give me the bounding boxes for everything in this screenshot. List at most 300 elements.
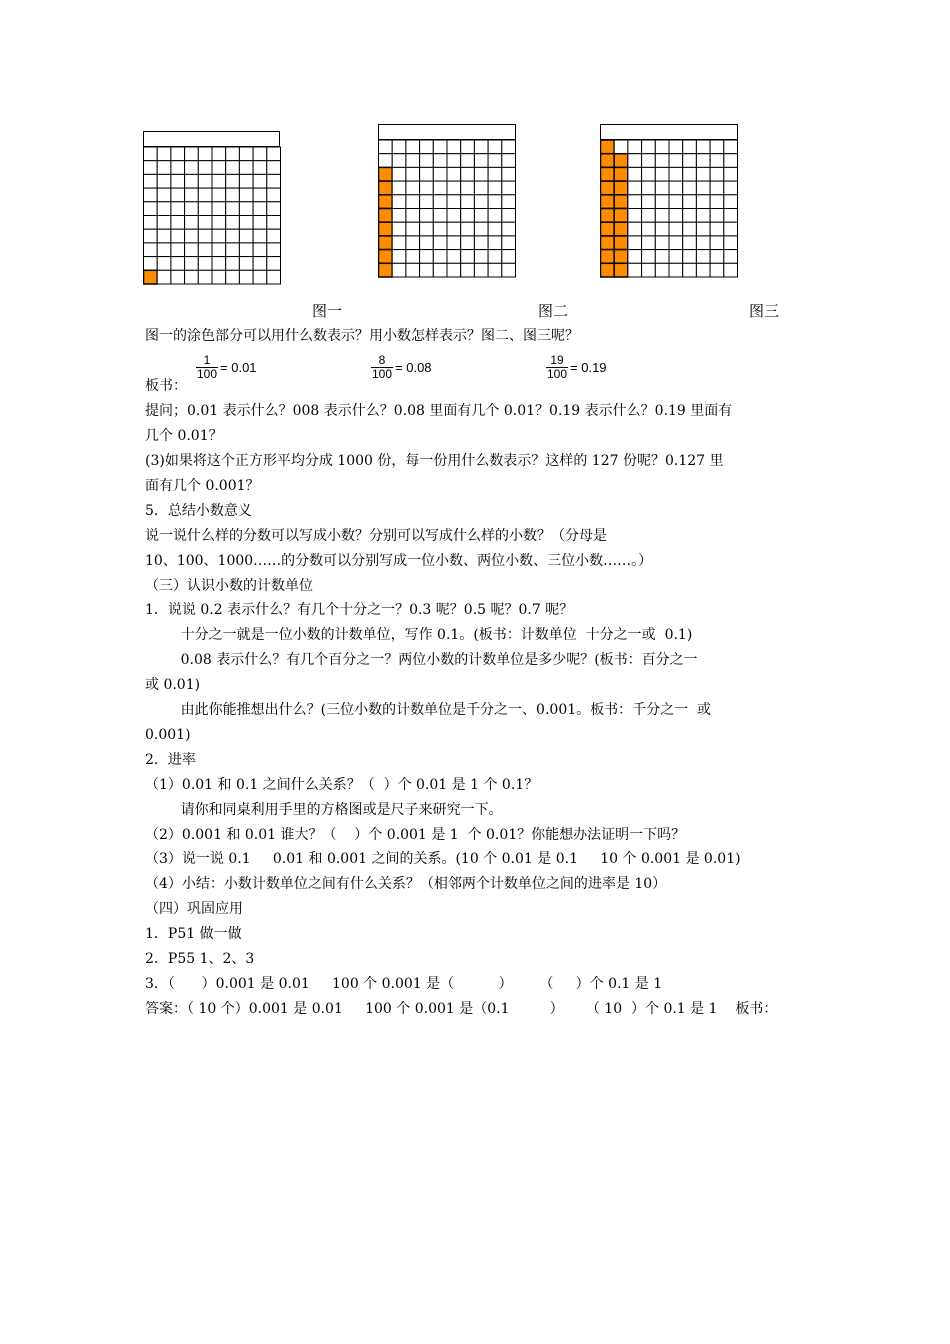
text-line: 2．进率: [145, 752, 196, 768]
text-line: 十分之一就是一位小数的计数单位，写作 0.1。(板书：计数单位 十分之一或 0.1): [145, 627, 693, 643]
grid-cell: [212, 216, 226, 230]
text-line: 提问；0.01 表示什么？008 表示什么？0.08 里面有几个 0.01？0.19 表示什么？0.19 里面有: [145, 403, 733, 419]
grid-cell: [420, 250, 434, 264]
grid-cell: [502, 209, 516, 223]
shaded-cell: [601, 154, 615, 168]
figure-3-cells: [601, 140, 738, 277]
grid-cell: [253, 188, 267, 202]
grid-cell: [669, 181, 683, 195]
grid-cell: [502, 250, 516, 264]
grid-cell: [171, 161, 185, 175]
shaded-cell: [379, 263, 393, 277]
grid-cell: [696, 167, 710, 181]
grid-cell: [420, 222, 434, 236]
text-line: 请你和同桌利用手里的方格图或是尺子来研究一下。: [145, 802, 503, 818]
grid-cell: [267, 174, 281, 188]
grid-cell: [474, 263, 488, 277]
grid-cell: [628, 222, 642, 236]
grid-cell: [392, 140, 406, 154]
grid-cell: [655, 236, 669, 250]
grid-cell: [474, 195, 488, 209]
text-line: 1．说说 0.2 表示什么？有几个十分之一？0.3 呢？0.5 呢？0.7 呢？: [145, 602, 574, 618]
grid-cell: [420, 140, 434, 154]
grid-cell: [502, 167, 516, 181]
grid-cell: [239, 188, 253, 202]
grid-cell: [724, 140, 738, 154]
grid-cell: [392, 236, 406, 250]
grid-cell: [267, 257, 281, 271]
grid-cell: [502, 181, 516, 195]
grid-cell: [461, 263, 475, 277]
grid-cell: [171, 147, 185, 161]
grid-cell: [406, 140, 420, 154]
figure-2-caption: 图二: [538, 302, 569, 320]
grid-cell: [669, 154, 683, 168]
grid-cell: [144, 147, 158, 161]
grid-cell: [683, 209, 697, 223]
grid-cell: [447, 181, 461, 195]
grid-cell: [239, 216, 253, 230]
grid-cell: [669, 263, 683, 277]
grid-cell: [433, 195, 447, 209]
grid-cell: [488, 154, 502, 168]
grid-cell: [185, 147, 199, 161]
grid-cell: [198, 270, 212, 284]
grid-cell: [157, 229, 171, 243]
grid-cell: [461, 250, 475, 264]
eq1-numerator: 1: [203, 353, 211, 367]
equation-2: [371, 354, 432, 381]
grid-cell: [406, 250, 420, 264]
grid-cell: [212, 188, 226, 202]
grid-cell: [683, 140, 697, 154]
grid-cell: [710, 263, 724, 277]
grid-cell: [239, 229, 253, 243]
grid-cell: [488, 222, 502, 236]
grid-cell: [642, 263, 656, 277]
grid-cell: [144, 188, 158, 202]
grid-cell: [226, 257, 240, 271]
grid-cell: [406, 181, 420, 195]
grid-cell: [226, 147, 240, 161]
grid-cell: [392, 195, 406, 209]
grid-cell: [683, 222, 697, 236]
grid-cell: [502, 236, 516, 250]
grid-cell: [185, 161, 199, 175]
grid-cell: [171, 243, 185, 257]
grid-cell: [239, 270, 253, 284]
grid-cell: [406, 222, 420, 236]
grid-cell: [157, 216, 171, 230]
shaded-cell: [601, 167, 615, 181]
grid-cell: [267, 229, 281, 243]
grid-cell: [447, 195, 461, 209]
text-line: 由此你能推想出什么？(三位小数的计数单位是千分之一、0.001。板书：千分之一 或: [145, 702, 712, 718]
grid-cell: [253, 216, 267, 230]
grid-cell: [655, 222, 669, 236]
grid-cell: [198, 147, 212, 161]
grid-cell: [267, 161, 281, 175]
grid-cell: [461, 154, 475, 168]
text-line: 答案：（ 10 个）0.001 是 0.01 100 个 0.001 是（0.1 ） （ 10 ）个 0.1 是 1 板书：: [145, 1001, 778, 1017]
grid-cell: [144, 202, 158, 216]
grid-cell: [392, 263, 406, 277]
grid-cell: [642, 154, 656, 168]
grid-cell: [226, 270, 240, 284]
grid-cell: [198, 161, 212, 175]
grid-cell: [157, 257, 171, 271]
grid-cell: [628, 154, 642, 168]
grid-cell: [696, 222, 710, 236]
grid-cell: [710, 181, 724, 195]
grid-cell: [157, 243, 171, 257]
shaded-cell: [614, 195, 628, 209]
grid-cell: [212, 243, 226, 257]
grid-cell: [144, 243, 158, 257]
grid-cell: [474, 167, 488, 181]
eq1-denominator: 100: [197, 367, 218, 381]
grid-cell: [724, 236, 738, 250]
grid-cell: [406, 263, 420, 277]
grid-cell: [447, 222, 461, 236]
shaded-cell: [379, 167, 393, 181]
grid-cell: [447, 209, 461, 223]
eq1-result: = 0.01: [220, 360, 257, 375]
grid-cell: [144, 161, 158, 175]
grid-cell: [669, 222, 683, 236]
grid-cell: [239, 202, 253, 216]
grid-cell: [420, 167, 434, 181]
grid-cell: [239, 257, 253, 271]
grid-cell: [392, 209, 406, 223]
grid-cell: [642, 181, 656, 195]
grid-cell: [185, 243, 199, 257]
grid-cell: [406, 236, 420, 250]
grid-cell: [253, 257, 267, 271]
grid-cell: [171, 188, 185, 202]
text-line: 1．P51 做一做: [145, 926, 242, 942]
grid-cell: [710, 154, 724, 168]
grid-cell: [392, 181, 406, 195]
grid-cell: [379, 140, 393, 154]
shaded-cell: [601, 209, 615, 223]
grid-cell: [628, 181, 642, 195]
grid-cell: [710, 222, 724, 236]
grid-cell: [144, 174, 158, 188]
grid-cell: [185, 229, 199, 243]
grid-cell: [628, 250, 642, 264]
grid-cell: [212, 229, 226, 243]
shaded-cell: [614, 263, 628, 277]
shaded-cell: [614, 154, 628, 168]
grid-cell: [171, 216, 185, 230]
grid-cell: [710, 236, 724, 250]
equation-3: [546, 354, 607, 381]
figure-3-grid: [600, 124, 742, 280]
grid-cell: [447, 167, 461, 181]
grid-cell: [724, 181, 738, 195]
grid-cell: [447, 140, 461, 154]
grid-cell: [157, 188, 171, 202]
grid-cell: [433, 250, 447, 264]
grid-cell: [696, 250, 710, 264]
grid-cell: [212, 174, 226, 188]
grid-cell: [488, 263, 502, 277]
grid-cell: [655, 250, 669, 264]
grid-cell: [157, 202, 171, 216]
grid-cell: [474, 209, 488, 223]
text-line: （2）0.001 和 0.01 谁大？（ ）个 0.001 是 1 个 0.01？你能想办法证明一下吗？: [145, 827, 686, 843]
grid-cell: [157, 147, 171, 161]
grid-cell: [433, 181, 447, 195]
grid-cell: [198, 243, 212, 257]
shaded-cell: [601, 236, 615, 250]
grid-cell: [683, 195, 697, 209]
grid-cell: [185, 270, 199, 284]
grid-cell: [392, 154, 406, 168]
grid-cell: [212, 147, 226, 161]
grid-cell: [157, 174, 171, 188]
grid-cell: [253, 161, 267, 175]
grid-cell: [226, 161, 240, 175]
grid-cell: [461, 181, 475, 195]
grid-cell: [420, 236, 434, 250]
figure-2-grid: [378, 124, 520, 280]
text-line: (3)如果将这个正方形平均分成 1000 份，每一份用什么数表示？这样的 127 份呢？0.127 里: [145, 453, 724, 469]
eq3-denominator: 100: [547, 367, 568, 381]
text-line: 0.001): [145, 727, 191, 743]
grid-cell: [642, 250, 656, 264]
grid-cell: [655, 167, 669, 181]
grid-cell: [392, 222, 406, 236]
grid-cell: [474, 222, 488, 236]
grid-cell: [655, 140, 669, 154]
grid-cell: [655, 195, 669, 209]
grid-cell: [642, 236, 656, 250]
grid-cell: [267, 147, 281, 161]
grid-cell: [724, 250, 738, 264]
grid-cell: [474, 236, 488, 250]
text-line: 0.08 表示什么？有几个百分之一？两位小数的计数单位是多少呢？(板书：百分之一: [145, 652, 698, 668]
text-line: （四）巩固应用: [145, 901, 243, 917]
grid-cell: [669, 167, 683, 181]
grid-cell: [724, 263, 738, 277]
shaded-cell: [379, 209, 393, 223]
grid-cell: [474, 250, 488, 264]
grid-cell: [420, 209, 434, 223]
grid-cell: [683, 236, 697, 250]
grid-cell: [267, 270, 281, 284]
grid-cell: [642, 209, 656, 223]
grid-cell: [447, 250, 461, 264]
shaded-cell: [601, 263, 615, 277]
grid-cell: [253, 174, 267, 188]
grid-cell: [488, 236, 502, 250]
shaded-cell: [379, 195, 393, 209]
shaded-cell: [379, 236, 393, 250]
grid-cell: [406, 209, 420, 223]
figure-3-caption: 图三: [749, 302, 780, 320]
grid-cell: [171, 202, 185, 216]
grid-cell: [614, 140, 628, 154]
grid-cell: [185, 188, 199, 202]
grid-cell: [642, 195, 656, 209]
grid-cell: [185, 202, 199, 216]
grid-cell: [198, 202, 212, 216]
grid-cell: [628, 167, 642, 181]
grid-cell: [267, 188, 281, 202]
text-line: 板书：: [145, 378, 187, 394]
text-line: 面有几个 0.001？: [145, 478, 260, 494]
grid-cell: [655, 154, 669, 168]
grid-cell: [157, 270, 171, 284]
grid-cell: [433, 222, 447, 236]
grid-cell: [226, 243, 240, 257]
grid-cell: [253, 243, 267, 257]
grid-cell: [433, 167, 447, 181]
grid-cell: [433, 140, 447, 154]
grid-cell: [185, 216, 199, 230]
grid-cell: [171, 174, 185, 188]
grid-cell: [474, 154, 488, 168]
grid-cell: [253, 147, 267, 161]
grid-cell: [392, 167, 406, 181]
eq3-numerator: 19: [550, 353, 564, 367]
text-line: （三）认识小数的计数单位: [145, 578, 313, 594]
grid-cell: [683, 181, 697, 195]
grid-cell: [239, 147, 253, 161]
grid-cell: [226, 188, 240, 202]
grid-cell: [144, 257, 158, 271]
grid-cell: [447, 154, 461, 168]
shaded-cell: [601, 181, 615, 195]
figure-1-cells: [144, 147, 281, 284]
grid-cell: [669, 209, 683, 223]
shaded-cell: [601, 140, 615, 154]
text-line: 或 0.01): [145, 677, 201, 693]
grid-cell: [144, 216, 158, 230]
grid-cell: [420, 154, 434, 168]
grid-cell: [710, 140, 724, 154]
grid-cell: [144, 229, 158, 243]
grid-cell: [226, 216, 240, 230]
grid-cell: [669, 140, 683, 154]
grid-cell: [683, 154, 697, 168]
grid-cell: [502, 140, 516, 154]
grid-cell: [628, 195, 642, 209]
grid-cell: [185, 174, 199, 188]
grid-cell: [696, 195, 710, 209]
grid-cell: [198, 229, 212, 243]
grid-cell: [628, 140, 642, 154]
grid-cell: [198, 216, 212, 230]
grid-cell: [267, 216, 281, 230]
grid-cell: [696, 263, 710, 277]
grid-cell: [710, 209, 724, 223]
grid-cell: [433, 263, 447, 277]
grid-cell: [420, 181, 434, 195]
shaded-cell: [614, 236, 628, 250]
grid-cell: [392, 250, 406, 264]
text-line: （1）0.01 和 0.1 之间什么关系？（ ）个 0.01 是 1 个 0.1？: [145, 777, 539, 793]
shaded-cell: [614, 222, 628, 236]
grid-cell: [488, 181, 502, 195]
grid-cell: [724, 195, 738, 209]
grid-cell: [171, 229, 185, 243]
figure-1-caption: 图一: [312, 302, 343, 320]
grid-cell: [171, 257, 185, 271]
grid-cell: [696, 140, 710, 154]
text-line: 5．总结小数意义: [145, 503, 252, 519]
shaded-cell: [614, 250, 628, 264]
grid-cell: [461, 222, 475, 236]
shaded-cell: [144, 270, 158, 284]
grid-cell: [502, 154, 516, 168]
grid-cell: [488, 140, 502, 154]
grid-cell: [669, 250, 683, 264]
grid-cell: [628, 263, 642, 277]
grid-cell: [488, 167, 502, 181]
equation-1: [196, 354, 257, 381]
grid-cell: [212, 270, 226, 284]
grid-cell: [502, 195, 516, 209]
grid-cell: [212, 202, 226, 216]
grid-cell: [267, 243, 281, 257]
grid-cell: [406, 167, 420, 181]
grid-cell: [406, 195, 420, 209]
grid-cell: [461, 140, 475, 154]
text-line: 2．P55 1、2、3: [145, 951, 255, 967]
grid-cell: [655, 209, 669, 223]
grid-cell: [406, 154, 420, 168]
grid-cell: [696, 236, 710, 250]
grid-cell: [433, 236, 447, 250]
grid-cell: [420, 263, 434, 277]
grid-cell: [488, 250, 502, 264]
grid-cell: [447, 263, 461, 277]
grid-cell: [253, 202, 267, 216]
grid-cell: [724, 167, 738, 181]
text-line: 说一说什么样的分数可以写成小数？分别可以写成什么样的小数？（分母是: [145, 528, 607, 544]
grid-cell: [461, 195, 475, 209]
shaded-cell: [379, 250, 393, 264]
grid-cell: [157, 161, 171, 175]
grid-cell: [433, 154, 447, 168]
grid-cell: [226, 174, 240, 188]
grid-cell: [628, 236, 642, 250]
grid-cell: [488, 195, 502, 209]
shaded-cell: [614, 167, 628, 181]
eq3-result: = 0.19: [570, 360, 607, 375]
grid-cell: [239, 174, 253, 188]
grid-cell: [379, 154, 393, 168]
grid-cell: [710, 250, 724, 264]
shaded-cell: [379, 181, 393, 195]
grid-cell: [669, 236, 683, 250]
shaded-cell: [379, 222, 393, 236]
grid-cell: [461, 236, 475, 250]
grid-cell: [488, 209, 502, 223]
eq2-numerator: 8: [378, 353, 386, 367]
shaded-cell: [601, 250, 615, 264]
grid-cell: [474, 181, 488, 195]
grid-cell: [212, 257, 226, 271]
text-line: （3）说一说 0.1 0.01 和 0.001 之间的关系。(10 个 0.01 是 0.1 10 个 0.001 是 0.01): [145, 851, 741, 867]
shaded-cell: [614, 209, 628, 223]
grid-cell: [226, 202, 240, 216]
grid-cell: [239, 161, 253, 175]
grid-cell: [185, 257, 199, 271]
